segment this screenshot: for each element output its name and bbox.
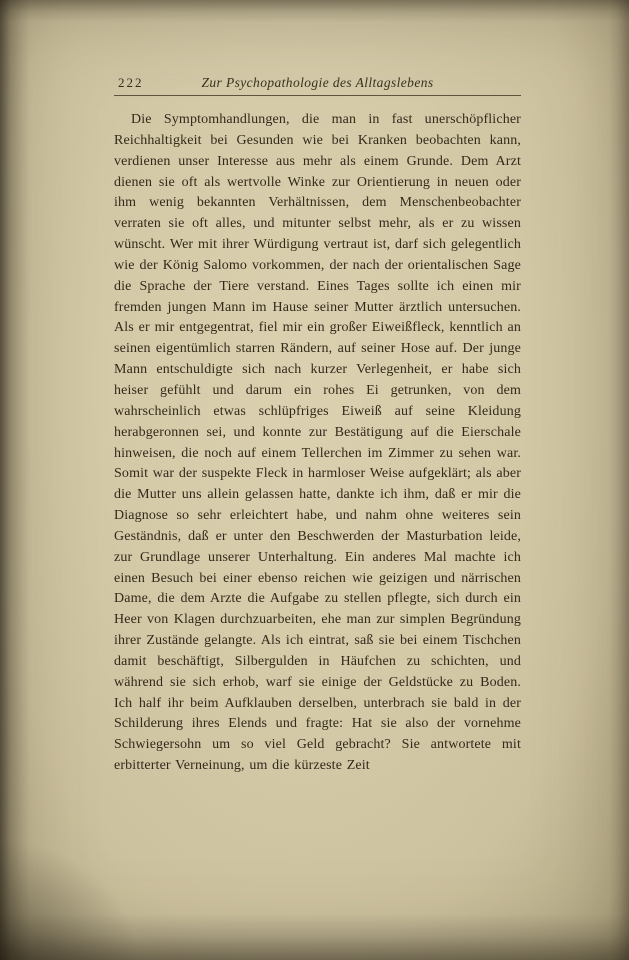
page-header	[114, 74, 521, 92]
scan-shadow-top	[0, 0, 629, 22]
scan-shadow-corner	[0, 840, 140, 960]
binding-shadow-left	[0, 0, 30, 960]
header-rule	[114, 95, 521, 96]
body-paragraph: Die Symptomhandlungen, die man in fast unerschöpflicher Reichhaltigkeit bei Gesunden wie bei Kranken beobachten kann, verdienen unser Interesse aus mehr als einem Grunde. Dem Arzt dienen sie oft als wertvolle Winke zur Orientierung in neuen oder ihm wenig bekannten Verhältnissen, dem Menschenbeobachter verraten sie oft alles, und mitunter selbst mehr, als er zu wissen wünscht. Wer mit ihrer Würdigung vertraut ist, darf sich gelegentlich wie der König Salomo vorkommen, der nach der orientalischen Sage die Sprache der Tiere verstand. Eines Tages sollte ich einen mir fremden jungen Mann im Hause seiner Mutter ärztlich untersuchen. Als er mir entgegentrat, fiel mir ein großer Eiweißfleck, kenntlich an seinen eigentümlich starren Rändern, auf seiner Hose auf. Der junge Mann entschuldigte sich nach kurzer Verlegenheit, er habe sich heiser gefühlt und darum ein rohes Ei getrunken, von dem wahrscheinlich etwas schlüpfriges Eiweiß auf seine Kleidung herabgeronnen sei, und konnte zur Bestätigung auf die Eierschale hinweisen, die noch auf einem Tellerchen im Zimmer zu sehen war. Somit war der suspekte Fleck in harmloser Weise aufgeklärt; als aber die Mutter uns allein gelassen hatte, dankte ich ihm, daß er mir die Diagnose so sehr erleichtert habe, und nahm ohne weiteres sein Geständnis, daß er unter den Beschwerden der Masturbation leide, zur Grundlage unserer Unterhaltung. Ein anderes Mal machte ich einen Besuch bei einer ebenso reichen wie geizigen und närrischen Dame, die dem Arzte die Aufgabe zu stellen pflegte, sich durch ein Heer von Klagen durchzuarbeiten, ehe man zur simplen Begründung ihrer Zustände gelangte. Als ich eintrat, saß sie bei einem Tischchen damit beschäftigt, Silbergulden in Häufchen zu schichten, und während sie sich erhob, warf sie einige der Geldstücke zu Boden. Ich half ihr beim Aufklauben derselben, unterbrach sie bald in der Schilderung ihres Elends und fragte: Hat sie also der vornehme Schwiegersohn um so viel Geld gebracht? Sie antwortete mit erbitterter Verneinung, um die kürzeste Zeit	[114, 112, 521, 774]
running-title: Zur Psychopathologie des Alltagslebens	[201, 75, 434, 90]
page-number: 222	[118, 75, 144, 90]
scan-shadow-right	[609, 0, 629, 960]
body-text-block	[114, 110, 521, 777]
scan-shadow-bottom	[0, 914, 629, 960]
